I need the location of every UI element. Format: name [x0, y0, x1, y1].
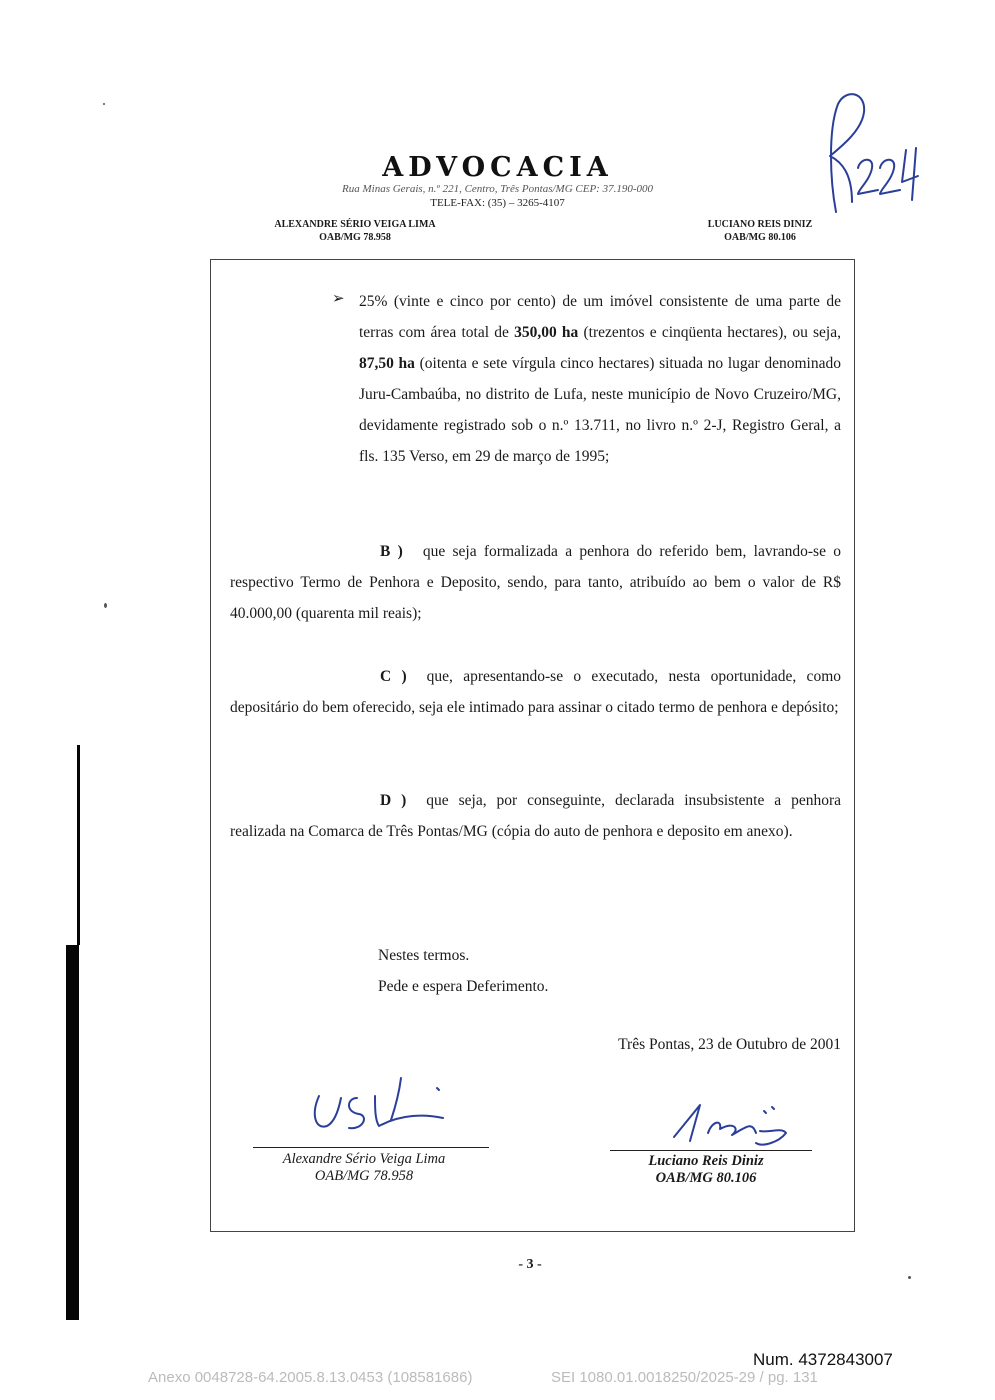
property-area-total: 350,00 ha [514, 324, 579, 341]
scan-speck [908, 1276, 911, 1279]
header-lawyer-left-oab: OAB/MG 78.958 [319, 232, 391, 243]
signature-left-drawing [305, 1068, 455, 1138]
footer-sei-reference: SEI 1080.01.0018250/2025-29 / pg. 131 [551, 1369, 818, 1386]
handwritten-r224-mark [808, 90, 933, 220]
request-text: que, apresentando-se o executado, nesta oportunidade, como depositário do bem oferecido, seja ele intimado para assinar o citado termo de penhora e depósito; [230, 668, 841, 716]
signature-left-oab: OAB/MG 78.958 [314, 1168, 414, 1184]
property-text-1: 25% (vinte e cinco por cento) de um imóvel consistente de uma parte de terras com área total de [359, 293, 841, 341]
request-text: que seja formalizada a penhora do referido bem, lavrando-se o respectivo Termo de Penhora e Deposito, sendo, para tanto, atribuído ao bem o valor de R$ 40.000,00 (quarenta mil reais); [230, 543, 842, 622]
scan-speck [104, 603, 107, 608]
signature-right-oab: OAB/MG 80.106 [655, 1170, 757, 1186]
scan-edge-artifact [77, 745, 80, 945]
firm-address: Rua Minas Gerais, n.º 221, Centro, Três Pontas/MG CEP: 37.190-000 [342, 183, 653, 195]
property-text-2: (trezentos e cinqüenta hectares), ou seja, [578, 324, 841, 341]
property-text-3: (oitenta e sete vírgula cinco hectares) situada no lugar denominado Juru-Cambaúba, no distrito de Lufa, neste município de Novo Cruzeiro/MG, devidamente registrado sob o n.º 13.711, no livro n.º 2-J, Registro Geral, a fls. 135 Verso, em 29 de março de 1995; [359, 355, 841, 465]
firm-title: ADVOCACIA [382, 152, 613, 183]
property-description [359, 286, 841, 472]
header-lawyer-left-name: ALEXANDRE SÉRIO VEIGA LIMA [274, 219, 436, 230]
signature-left-name: Alexandre Sério Veiga Lima [282, 1151, 446, 1167]
signature-left [253, 1151, 475, 1185]
arrow-bullet-icon: ➢ [332, 291, 345, 307]
signature-line-right [610, 1150, 812, 1151]
request-letter: C ) [380, 668, 407, 685]
request-text: que seja, por conseguinte, declarada insubsistente a penhora realizada na Comarca de Três Pontas/MG (cópia do auto de penhora e deposito em anexo). [230, 792, 842, 840]
signature-right-drawing [660, 1093, 800, 1153]
header-lawyer-right [680, 218, 840, 244]
property-area-share: 87,50 ha [359, 355, 415, 372]
signature-right [610, 1153, 802, 1187]
header-lawyer-right-name: LUCIANO REIS DINIZ [707, 219, 813, 230]
scan-edge-artifact [66, 945, 79, 1320]
closing [378, 940, 548, 1002]
closing-line-1: Nestes termos. [378, 947, 470, 964]
page-number: - 3 - [518, 1257, 542, 1272]
header-lawyer-right-oab: OAB/MG 80.106 [724, 232, 796, 243]
place-date: Três Pontas, 23 de Outubro de 2001 [618, 1036, 841, 1053]
request-letter: B ) [380, 543, 403, 560]
signature-right-name: Luciano Reis Diniz [648, 1153, 764, 1169]
firm-telefax: TELE-FAX: (35) – 3265-4107 [430, 197, 565, 209]
request-item-c [230, 661, 841, 723]
signature-line-left [253, 1147, 489, 1148]
scan-speck [103, 103, 105, 105]
closing-line-2: Pede e espera Deferimento. [378, 978, 549, 995]
request-item-d [230, 785, 841, 847]
header-lawyer-left [255, 218, 455, 244]
footer-annex-reference: Anexo 0048728-64.2005.8.13.0453 (108581686) [148, 1369, 473, 1386]
document-number: Num. 4372843007 [753, 1350, 893, 1369]
request-item-b [230, 536, 841, 629]
request-letter: D ) [380, 792, 407, 809]
